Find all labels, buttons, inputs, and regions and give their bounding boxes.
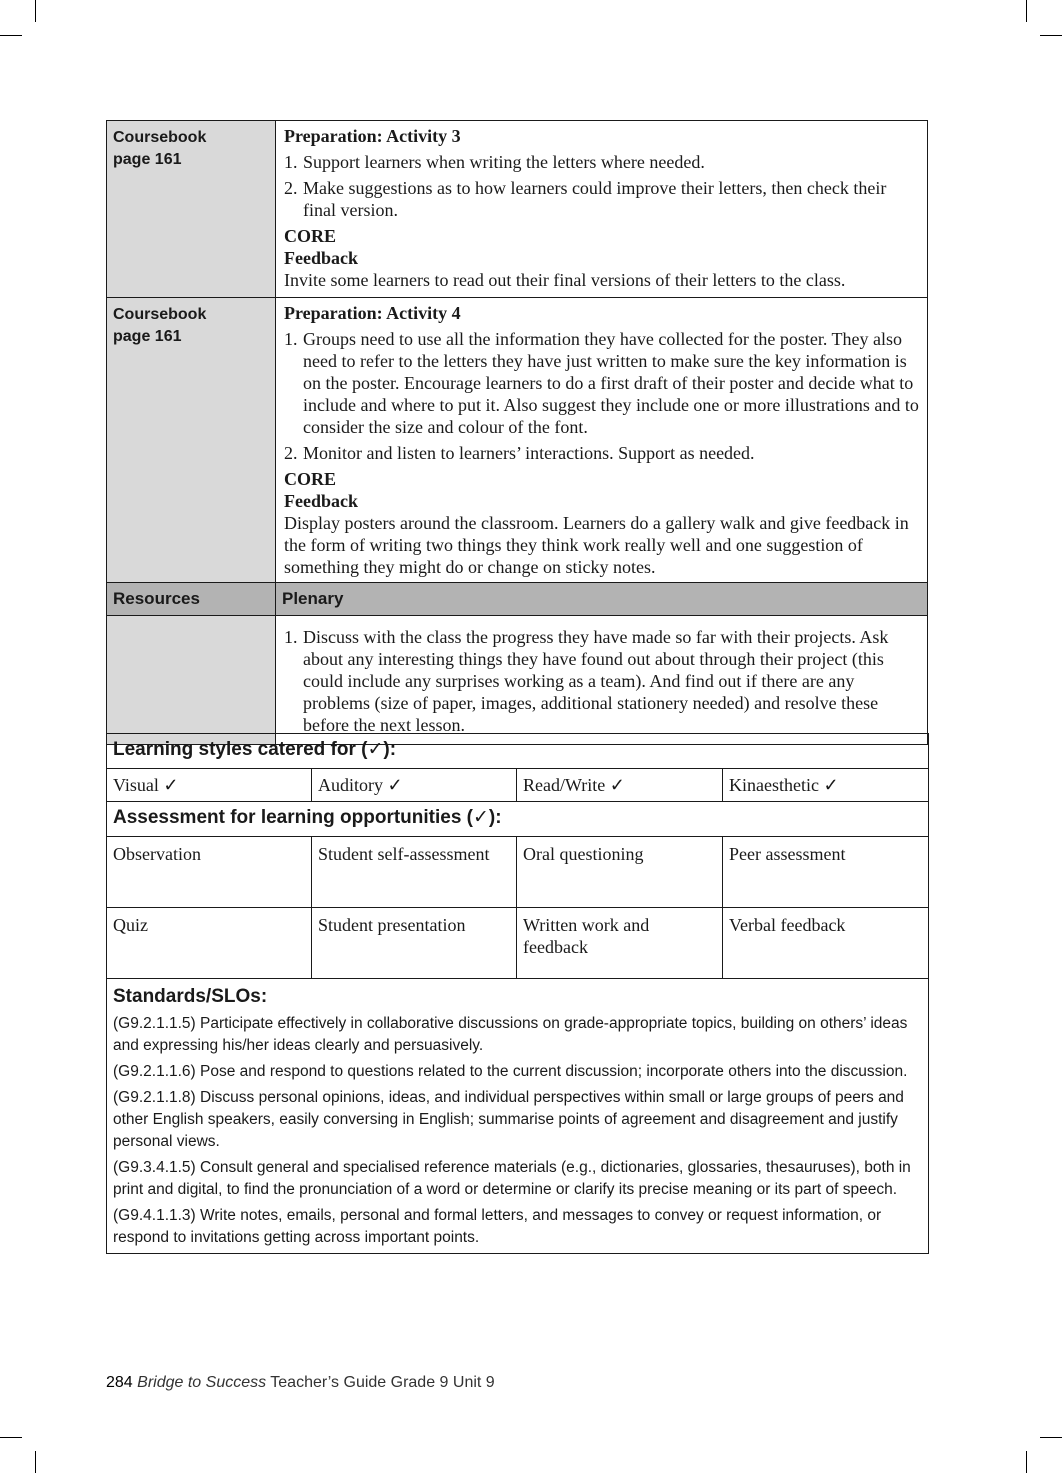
assessment-option: Peer assessment bbox=[723, 837, 929, 908]
activity-4-row bbox=[107, 298, 928, 583]
list-item: 1. Discuss with the class the progress they have made so far with their projects. Ask about any interesting things they have found out about through their project (this could include any surprises working as a team). And find out if there are any problems (size of paper, images, additional stationery needed) and resolve these before the next lesson. bbox=[284, 627, 889, 735]
crop-mark bbox=[1026, 0, 1027, 22]
list-item: 2. Make suggestions as to how learners could improve their letters, then check their final version. bbox=[284, 178, 887, 220]
guide-title: Teacher’s Guide Grade 9 Unit 9 bbox=[270, 1374, 495, 1391]
activity-content bbox=[276, 121, 928, 298]
standard-item: (G9.3.4.1.5) Consult general and specialised reference materials (e.g., dictionaries, glossaries, thesauruses), both in print and digital, to find the pronunciation of a word or determine or clarify its precise meaning or its part of speech. bbox=[113, 1159, 911, 1198]
lesson-table bbox=[106, 120, 928, 745]
assessment-option: Observation bbox=[107, 837, 312, 908]
book-title: Bridge to Success bbox=[137, 1374, 267, 1391]
steps-list bbox=[284, 626, 919, 736]
plenary-header: Plenary bbox=[276, 583, 928, 616]
standard-item: (G9.2.1.1.5) Participate effectively in collaborative discussions on grade-appropriate topics, building on others’ ideas and expressing his/her ideas clearly and persuasively. bbox=[113, 1015, 908, 1054]
coursebook-reference: Coursebook page 161 bbox=[107, 298, 276, 583]
learning-styles-header-row bbox=[107, 734, 929, 769]
plenary-content bbox=[276, 616, 928, 745]
plenary-header-row bbox=[107, 583, 928, 616]
resources-cell bbox=[107, 616, 276, 745]
list-item: 2. Monitor and listen to learners’ interactions. Support as needed. bbox=[284, 443, 755, 463]
crop-mark bbox=[35, 1451, 36, 1473]
feedback-text: Invite some learners to read out their final versions of their letters to the class. bbox=[284, 270, 846, 290]
crop-mark bbox=[35, 0, 36, 22]
standards-cell bbox=[107, 979, 929, 1254]
activity-content bbox=[276, 298, 928, 583]
standard-item: (G9.2.1.1.6) Pose and respond to questions related to the current discussion; incorporate others into the discussion. bbox=[113, 1063, 908, 1080]
steps-list bbox=[284, 151, 919, 221]
page-footer bbox=[106, 1374, 495, 1392]
activity-heading: Preparation: Activity 3 bbox=[284, 126, 461, 146]
style-auditory: Auditory ✓ bbox=[312, 769, 517, 802]
assessment-option: Quiz bbox=[107, 908, 312, 979]
feedback-label: Feedback bbox=[284, 248, 358, 268]
activity-heading: Preparation: Activity 4 bbox=[284, 303, 461, 323]
list-item: 1. Support learners when writing the letters where needed. bbox=[284, 152, 705, 172]
table-row bbox=[107, 837, 929, 908]
list-item: 1. Groups need to use all the information they have collected for the poster. They also need to refer to the letters they have just written to make sure the key information is on the poster. Encourage learners to do a first draft of their poster and decide what to include and where to put it. Also suggest they include one or more illustrations and to consider the size and colour of the font. bbox=[284, 329, 919, 437]
assessment-header-row bbox=[107, 802, 929, 837]
style-visual: Visual ✓ bbox=[107, 769, 312, 802]
standards-title: Standards/SLOs: bbox=[113, 986, 268, 1007]
learning-styles-row bbox=[107, 769, 929, 802]
style-read-write: Read/Write ✓ bbox=[517, 769, 723, 802]
assessment-option: Student presentation bbox=[312, 908, 517, 979]
assessment-table bbox=[106, 733, 929, 1254]
crop-mark bbox=[1040, 35, 1062, 36]
assessment-option: Student self-assessment bbox=[312, 837, 517, 908]
core-label: CORE bbox=[284, 226, 337, 246]
steps-list bbox=[284, 328, 919, 464]
feedback-label: Feedback bbox=[284, 491, 358, 511]
standard-item: (G9.2.1.1.8) Discuss personal opinions, ideas, and individual perspectives within small or large groups of peers and other English speakers, easily conversing in English; summarise points of agreement and disagreement and justify personal views. bbox=[113, 1089, 904, 1150]
learning-styles-title: Learning styles catered for (✓): bbox=[107, 734, 929, 769]
assessment-option: Oral questioning bbox=[517, 837, 723, 908]
activity-3-row bbox=[107, 121, 928, 298]
crop-mark bbox=[1026, 1451, 1027, 1473]
core-label: CORE bbox=[284, 469, 337, 489]
plenary-row bbox=[107, 616, 928, 745]
assessment-title: Assessment for learning opportunities (✓): bbox=[107, 802, 929, 837]
standard-item: (G9.4.1.1.3) Write notes, emails, personal and formal letters, and messages to convey or request information, or respond to invitations getting across important points. bbox=[113, 1207, 882, 1246]
table-row bbox=[107, 908, 929, 979]
feedback-text: Display posters around the classroom. Learners do a gallery walk and give feedback in the form of writing two things they think work really well and one suggestion of something they might do or change on sticky notes. bbox=[284, 513, 909, 577]
page-number: 284 bbox=[106, 1374, 133, 1391]
crop-mark bbox=[1040, 1437, 1062, 1438]
standards-row bbox=[107, 979, 929, 1254]
assessment-option: Written work and feedback bbox=[517, 908, 723, 979]
assessment-option: Verbal feedback bbox=[723, 908, 929, 979]
crop-mark bbox=[0, 1437, 22, 1438]
style-kinaesthetic: Kinaesthetic ✓ bbox=[723, 769, 929, 802]
coursebook-reference: Coursebook page 161 bbox=[107, 121, 276, 298]
resources-header: Resources bbox=[107, 583, 276, 616]
crop-mark bbox=[0, 35, 22, 36]
